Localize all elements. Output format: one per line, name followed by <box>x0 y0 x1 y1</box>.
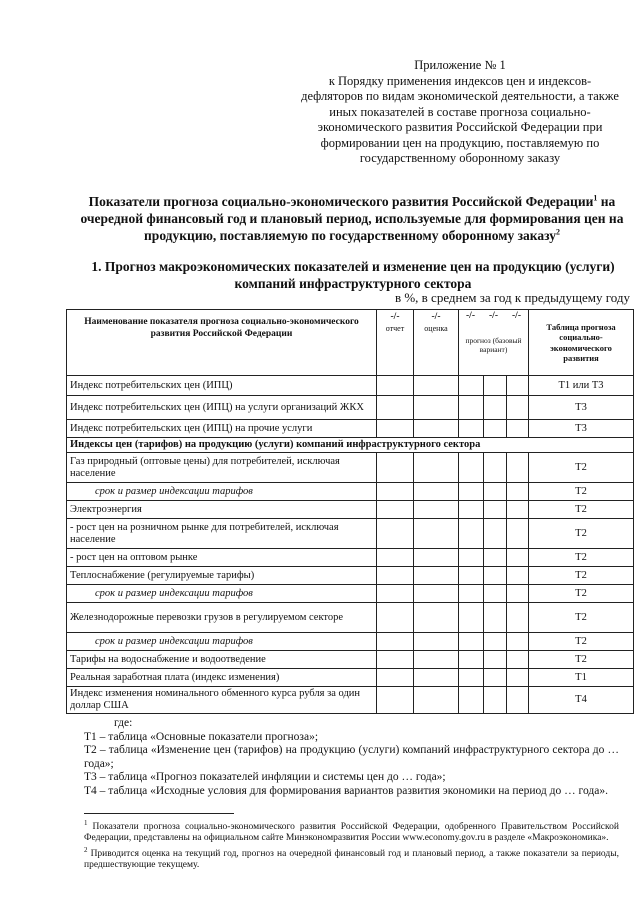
indicator-name: Реальная заработная плата (индекс изменения) <box>67 669 377 687</box>
indicator-name: срок и размер индексации тарифов <box>67 483 377 501</box>
value-cell <box>484 669 507 687</box>
value-cell <box>377 483 414 501</box>
table-row <box>67 687 634 714</box>
footnote-2 <box>84 845 619 871</box>
header-forecast-label: прогноз (базовый вариант) <box>465 336 522 354</box>
table-row <box>67 603 634 633</box>
footnote-2-text: Приводится оценка на текущий год, прогноз на очередной финансовый год и плановый период, а также показатели за периоды, предшествующие текущему. <box>84 849 619 871</box>
forecast-table <box>66 309 634 714</box>
value-cell <box>484 519 507 549</box>
indicator-name: срок и размер индексации тарифов <box>67 633 377 651</box>
value-cell <box>507 603 529 633</box>
value-cell <box>377 687 414 714</box>
table-row <box>67 376 634 396</box>
value-cell <box>377 501 414 519</box>
indicator-name: срок и размер индексации тарифов <box>67 585 377 603</box>
header-indicator-name: Наименование показателя прогноза социально-экономического развития Российской Федерации <box>67 310 377 376</box>
value-cell <box>414 651 459 669</box>
value-cell <box>507 420 529 438</box>
footnote-ref-2: 2 <box>555 227 560 237</box>
table-row <box>67 396 634 420</box>
value-cell <box>484 567 507 585</box>
value-cell <box>459 483 484 501</box>
value-cell <box>507 651 529 669</box>
footnotes <box>84 818 619 872</box>
footnote-ref-1: 1 <box>593 193 598 203</box>
table-body <box>67 376 634 714</box>
value-cell <box>377 376 414 396</box>
value-cell <box>377 633 414 651</box>
value-cell <box>414 669 459 687</box>
value-cell <box>484 549 507 567</box>
table-row <box>67 549 634 567</box>
table-row <box>67 483 634 501</box>
value-cell <box>459 633 484 651</box>
value-cell <box>414 396 459 420</box>
indicator-name: Железнодорожные перевозки грузов в регулируемом секторе <box>67 603 377 633</box>
value-cell <box>414 420 459 438</box>
source-table-ref: Т1 <box>529 669 634 687</box>
value-cell <box>459 687 484 714</box>
value-cell <box>507 453 529 483</box>
indicator-name: Тарифы на водоснабжение и водоотведение <box>67 651 377 669</box>
indicator-name: Индекс потребительских цен (ИПЦ) <box>67 376 377 396</box>
header-forecast-mark-3: -/- <box>512 311 521 321</box>
value-cell <box>484 453 507 483</box>
value-cell <box>507 519 529 549</box>
source-table-ref: Т2 <box>529 633 634 651</box>
value-cell <box>377 453 414 483</box>
value-cell <box>377 420 414 438</box>
source-table-ref: Т2 <box>529 483 634 501</box>
header-report <box>377 310 414 376</box>
table-row <box>67 633 634 651</box>
value-cell <box>414 519 459 549</box>
document-title <box>78 193 626 244</box>
value-cell <box>459 603 484 633</box>
value-cell <box>459 453 484 483</box>
header-forecast-marks <box>459 310 528 322</box>
value-cell <box>459 585 484 603</box>
units-label: в %, в среднем за год к предыдущему году <box>394 290 630 305</box>
value-cell <box>414 501 459 519</box>
value-cell <box>484 501 507 519</box>
header-source-table: Таблица прогноза социально-экономического развития <box>529 310 634 376</box>
header-forecast <box>459 310 529 376</box>
appendix-body: к Порядку применения индексов цен и индексов-дефляторов по видам экономической деятельности, а также иных показателей в составе прогноза социально-экономического развития Российской Федерации при формировании цен на продукцию, поставляемую по государственному оборонному заказу <box>301 73 619 165</box>
value-cell <box>459 501 484 519</box>
value-cell <box>414 453 459 483</box>
value-cell <box>459 519 484 549</box>
header-estimate-label: оценка <box>424 324 448 333</box>
indicator-name: Электроэнергия <box>67 501 377 519</box>
value-cell <box>507 376 529 396</box>
value-cell <box>377 567 414 585</box>
legend-item-t1: Т1 – таблица «Основные показатели прогноза»; <box>84 730 319 743</box>
value-cell <box>484 396 507 420</box>
source-table-ref: Т3 <box>529 396 634 420</box>
value-cell <box>377 603 414 633</box>
footnote-divider <box>84 813 234 814</box>
header-estimate-mark: -/- <box>431 312 441 322</box>
value-cell <box>377 396 414 420</box>
value-cell <box>459 567 484 585</box>
source-table-ref: Т1 или Т3 <box>529 376 634 396</box>
value-cell <box>507 549 529 567</box>
value-cell <box>459 376 484 396</box>
value-cell <box>414 603 459 633</box>
group-label: Индексы цен (тарифов) на продукцию (услуги) компаний инфраструктурного сектора <box>67 438 634 453</box>
legend-notes <box>84 717 619 798</box>
table-row <box>67 669 634 687</box>
value-cell <box>414 633 459 651</box>
header-forecast-mark-1: -/- <box>466 311 475 321</box>
value-cell <box>484 687 507 714</box>
value-cell <box>414 549 459 567</box>
table-row <box>67 501 634 519</box>
header-estimate <box>414 310 459 376</box>
footnote-1-text: Показатели прогноза социально-экономического развития Российской Федерации, одобренного Правительством Российской Федерации, представлены на официальном сайте Минэкономразвития России www.economy.gov.ru в разделе «Макроэкономика». <box>84 822 619 844</box>
value-cell <box>484 585 507 603</box>
value-cell <box>507 396 529 420</box>
value-cell <box>377 549 414 567</box>
table-header-row <box>67 310 634 376</box>
footnote-2-mark: 2 <box>84 846 88 855</box>
legend-item-t3: Т3 – таблица «Прогноз показателей инфляции и системы цен до … года»; <box>84 771 446 783</box>
indicator-name: - рост цен на розничном рынке для потребителей, исключая население <box>67 519 377 549</box>
footnote-1-mark: 1 <box>84 819 88 827</box>
source-table-ref: Т2 <box>529 585 634 603</box>
value-cell <box>507 669 529 687</box>
source-table-ref: Т2 <box>529 567 634 585</box>
legend-where: где: <box>114 717 133 729</box>
table-row <box>67 519 634 549</box>
source-table-ref: Т2 <box>529 603 634 633</box>
value-cell <box>507 483 529 501</box>
value-cell <box>377 651 414 669</box>
value-cell <box>484 376 507 396</box>
indicator-name: - рост цен на оптовом рынке <box>67 549 377 567</box>
value-cell <box>414 585 459 603</box>
value-cell <box>459 651 484 669</box>
table-row <box>67 585 634 603</box>
value-cell <box>484 483 507 501</box>
legend-item-t2: Т2 – таблица «Изменение цен (тарифов) на продукцию (услуги) компаний инфраструктурного сектора до … года»; <box>84 744 619 770</box>
header-report-mark: -/- <box>390 312 400 322</box>
section-title: 1. Прогноз макроэкономических показателей и изменение цен на продукцию (услуги) компаний инфраструктурного сектора <box>91 259 615 291</box>
value-cell <box>459 420 484 438</box>
table-row <box>67 453 634 483</box>
title-part-2: на очередной финансовый год и плановый период, используемые для формирования цен на продукцию, поставляемую по государственному оборонному заказу <box>80 194 624 243</box>
appendix-title: Приложение № 1 <box>414 58 506 72</box>
value-cell <box>507 567 529 585</box>
value-cell <box>414 483 459 501</box>
table-row <box>67 420 634 438</box>
title-part-1: Показатели прогноза социально-экономического развития Российской Федерации <box>88 194 594 209</box>
source-table-ref: Т4 <box>529 687 634 714</box>
table-row <box>67 567 634 585</box>
indicator-name: Газ природный (оптовые цены) для потребителей, исключая население <box>67 453 377 483</box>
indicator-name: Индекс изменения номинального обменного курса рубля за один доллар США <box>67 687 377 714</box>
value-cell <box>414 687 459 714</box>
source-table-ref: Т2 <box>529 453 634 483</box>
value-cell <box>507 633 529 651</box>
source-table-ref: Т2 <box>529 651 634 669</box>
source-table-ref: Т2 <box>529 549 634 567</box>
value-cell <box>459 549 484 567</box>
value-cell <box>484 603 507 633</box>
legend-item-t4: Т4 – таблица «Исходные условия для формирования вариантов развития экономики на период до … года». <box>84 784 608 797</box>
indicator-name: Теплоснабжение (регулируемые тарифы) <box>67 567 377 585</box>
appendix-header <box>300 58 620 167</box>
value-cell <box>377 585 414 603</box>
value-cell <box>459 396 484 420</box>
value-cell <box>507 501 529 519</box>
indicator-name: Индекс потребительских цен (ИПЦ) на услуги организаций ЖКХ <box>67 396 377 420</box>
value-cell <box>377 669 414 687</box>
table-row <box>67 651 634 669</box>
value-cell <box>507 687 529 714</box>
value-cell <box>484 651 507 669</box>
header-report-label: отчет <box>385 324 405 333</box>
value-cell <box>484 420 507 438</box>
value-cell <box>484 633 507 651</box>
value-cell <box>377 519 414 549</box>
table-group-row <box>67 438 634 453</box>
source-table-ref: Т2 <box>529 501 634 519</box>
value-cell <box>459 669 484 687</box>
footnote-1 <box>84 818 619 844</box>
source-table-ref: Т2 <box>529 519 634 549</box>
indicator-name: Индекс потребительских цен (ИПЦ) на прочие услуги <box>67 420 377 438</box>
value-cell <box>414 567 459 585</box>
value-cell <box>414 376 459 396</box>
value-cell <box>507 585 529 603</box>
header-forecast-mark-2: -/- <box>489 311 498 321</box>
source-table-ref: Т3 <box>529 420 634 438</box>
